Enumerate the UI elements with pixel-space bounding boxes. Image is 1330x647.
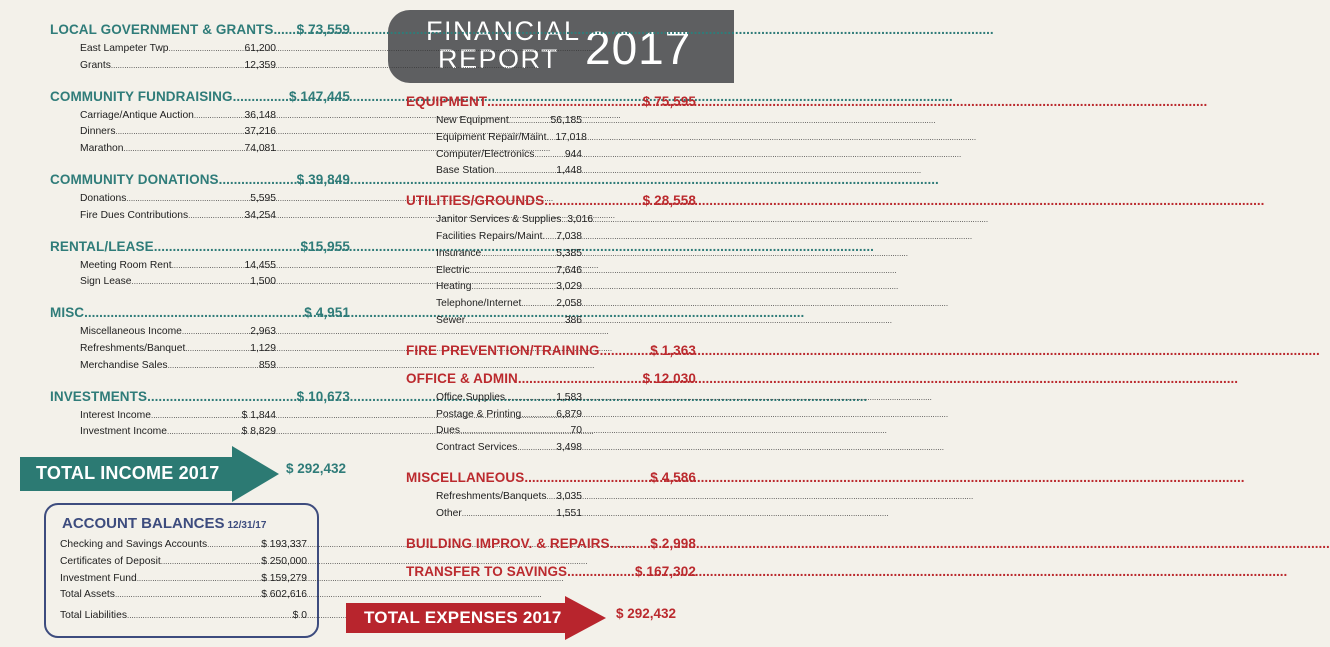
dot-leader (111, 58, 245, 75)
account-balances-box (44, 503, 319, 638)
section-items (50, 191, 276, 225)
line-item-amount: 14,455 (244, 259, 276, 271)
section-header (50, 172, 350, 187)
account-row-label: Total Liabilities (60, 610, 127, 622)
dot-leader (494, 163, 556, 180)
line-item (436, 489, 582, 506)
line-item-label: Heating (436, 281, 472, 293)
section-header-amount: $ 12.030 (642, 370, 696, 386)
dot-leader (84, 305, 301, 320)
dot-leader (137, 571, 261, 588)
section-items (50, 408, 276, 442)
dot-leader (172, 258, 245, 275)
income-section (50, 89, 350, 158)
line-item (80, 191, 276, 208)
account-row (60, 537, 307, 554)
dot-leader (126, 191, 250, 208)
line-item (80, 274, 276, 291)
section-header-label: OFFICE & ADMIN (406, 370, 518, 386)
line-item (80, 424, 276, 441)
section-header (50, 22, 350, 37)
line-item (80, 41, 276, 58)
line-item-label: Donations (80, 192, 127, 204)
total-income-label: TOTAL INCOME 2017 (36, 463, 220, 483)
line-item (436, 130, 587, 147)
line-item-amount: 7,038 (556, 230, 582, 242)
section-header-label: COMMUNITY DONATIONS (50, 171, 219, 187)
account-balances-date: 12/31/17 (227, 520, 267, 531)
expenses-section (406, 470, 696, 523)
section-header-label: COMMUNITY FUNDRAISING (50, 88, 233, 104)
line-item-amount: $ 1,844 (241, 409, 276, 421)
account-row-amount: $ 250,000 (261, 555, 307, 567)
line-item (436, 246, 582, 263)
dot-leader (546, 489, 556, 506)
line-item-label: Carriage/Antique Auction (80, 109, 194, 121)
report-year: 2017 (585, 22, 692, 74)
line-item (80, 141, 276, 158)
dot-leader (521, 407, 556, 424)
dot-leader (115, 587, 261, 604)
line-item-label: Contract Services (436, 442, 518, 454)
section-header-amount: $ 73,559 (296, 22, 350, 37)
line-item-amount: 944 (564, 148, 582, 160)
section-header-amount: $ 147,445 (289, 88, 350, 104)
line-item-label: Investment Income (80, 426, 167, 438)
line-item-label: Electric (436, 264, 470, 276)
line-item-label: Janitor Services & Supplies (436, 214, 562, 226)
line-item (80, 258, 276, 275)
account-row (60, 587, 307, 604)
section-header-label: INVESTMENTS (50, 388, 148, 404)
line-item-label: Meeting Room Rent (80, 259, 172, 271)
line-item (436, 147, 582, 164)
line-item (436, 390, 582, 407)
dot-leader (460, 423, 570, 440)
section-header-amount: $ 4,586 (650, 469, 696, 485)
section-header-amount: $ 4,951 (304, 305, 350, 321)
line-item-amount: 3,016 (567, 214, 594, 226)
line-item-label: Sewer (436, 314, 466, 326)
expenses-section (406, 94, 696, 180)
dot-leader (610, 536, 648, 551)
line-item-amount: 56,185 (550, 115, 582, 126)
line-item-label: Merchandise Sales (80, 359, 168, 371)
total-expenses-arrow (346, 596, 606, 640)
line-item (80, 58, 276, 75)
line-item-label: Miscellaneous Income (80, 326, 182, 338)
line-item-amount: 1,129 (250, 342, 276, 354)
line-item (436, 423, 582, 440)
dot-leader (207, 537, 261, 554)
account-balances-rows (60, 537, 307, 625)
section-header-label: RENTAL/LEASE (50, 238, 154, 254)
account-row-label: Total Assets (60, 589, 115, 601)
line-item-label: Computer/Electronics (436, 148, 535, 160)
section-header-label: TRANSFER TO SAVINGS (406, 563, 568, 579)
account-row-amount: $ 193,337 (261, 539, 307, 550)
line-item-amount: 1,500 (250, 276, 276, 288)
section-header (50, 239, 350, 254)
line-item-label: Telephone/Internet (436, 298, 522, 310)
line-item-label: New Equipment (436, 115, 509, 126)
line-item (436, 212, 594, 229)
dot-leader (124, 141, 245, 158)
account-row-amount: $ 159,279 (261, 572, 307, 584)
line-item (436, 229, 582, 246)
line-item-label: Equipment Repair/Maint. (436, 131, 550, 143)
line-item (436, 440, 582, 457)
line-item-amount: 1,551 (556, 507, 582, 519)
line-item-label: Refreshments/Banquet (80, 342, 186, 354)
title-line-2: REPORT (438, 44, 560, 74)
line-item-amount: 1,583 (556, 391, 582, 403)
section-items (50, 108, 276, 158)
section-header-label: FIRE PREVENTION/TRAINING (406, 342, 600, 358)
line-item-amount: 5,385 (556, 247, 582, 259)
dot-leader (534, 147, 564, 164)
line-item (436, 113, 582, 130)
account-row-label: Investment Fund (60, 572, 137, 584)
line-item-amount: 37,216 (244, 126, 276, 138)
line-item (436, 506, 582, 523)
line-item-amount: 6,879 (556, 408, 582, 420)
income-section (50, 389, 350, 442)
section-items (50, 324, 276, 374)
section-header-amount: $ 39,849 (296, 171, 350, 187)
total-expenses-amount: $ 292,432 (616, 606, 677, 621)
section-header-label: EQUIPMENT (406, 94, 488, 109)
line-item (80, 124, 276, 141)
dot-leader (167, 424, 242, 441)
dot-leader (567, 564, 632, 579)
line-item-amount: $ 8,829 (241, 426, 276, 438)
dot-leader (219, 172, 294, 187)
expense-column (406, 94, 696, 579)
dot-leader (600, 343, 648, 358)
line-item-label: Dues (436, 425, 461, 437)
line-item-amount: 74,081 (244, 143, 276, 155)
line-item (436, 313, 582, 330)
line-item-amount: 386 (564, 314, 582, 326)
dot-leader (188, 208, 244, 225)
section-header-label: LOCAL GOVERNMENT & GRANTS (50, 22, 274, 37)
line-item-label: Base Station (436, 165, 495, 177)
income-section (50, 172, 350, 225)
line-item-amount: 3,029 (556, 281, 582, 293)
title-line-1: FINANCIAL (426, 16, 581, 46)
line-item-label: Sign Lease (80, 276, 132, 288)
section-header-label: UTILITIES/GROUNDS (406, 193, 545, 209)
expenses-section (406, 343, 696, 358)
line-item-label: Grants (80, 59, 111, 71)
line-item (436, 279, 582, 296)
line-item-label: Postage & Printing (436, 408, 522, 420)
dot-leader (509, 113, 551, 130)
line-item-label: Other (436, 507, 462, 519)
dot-leader (524, 470, 647, 485)
dot-leader (481, 246, 556, 263)
expenses-section (406, 564, 696, 579)
dot-leader (487, 94, 639, 109)
section-items (50, 41, 276, 75)
line-item-amount: 2,963 (250, 326, 276, 338)
line-item-amount: 17,018 (555, 131, 587, 143)
dot-leader (518, 371, 640, 386)
dot-leader (182, 324, 250, 341)
section-items (406, 212, 594, 330)
line-item-amount: 34,254 (244, 209, 276, 221)
account-row-label: Checking and Savings Accounts (60, 539, 208, 550)
line-item-label: Refreshments/Banquets (436, 490, 547, 502)
total-income-amount: $ 292,432 (286, 461, 347, 476)
line-item-amount: 1,448 (556, 165, 582, 177)
line-item-amount: 3,498 (556, 442, 582, 454)
dot-leader (472, 279, 557, 296)
income-column (50, 22, 350, 441)
line-item (80, 108, 276, 125)
section-header-amount: $ 75,595 (642, 94, 696, 109)
line-item-label: Dinners (80, 126, 116, 138)
line-item (80, 341, 276, 358)
section-header-amount: $15,955 (300, 238, 350, 254)
account-balances-heading: ACCOUNT BALANCES (62, 515, 225, 532)
section-header-label: MISC (50, 305, 85, 321)
section-items (406, 489, 582, 523)
dot-leader (544, 193, 639, 208)
line-item-amount: 3,035 (556, 490, 582, 502)
income-section (50, 305, 350, 374)
line-item (436, 296, 582, 313)
account-row-label: Certificates of Deposit (60, 555, 161, 567)
line-item-label: Marathon (80, 143, 124, 155)
income-section (50, 239, 350, 292)
dot-leader (517, 440, 556, 457)
line-item-label: Office Supplies (436, 391, 506, 403)
expenses-section (406, 371, 696, 457)
total-income-arrow (20, 446, 279, 502)
section-header-amount: $ 28,558 (642, 193, 696, 209)
section-header (406, 94, 696, 109)
dot-leader (505, 390, 556, 407)
section-header (50, 389, 350, 404)
section-header (50, 305, 350, 320)
dot-leader (545, 229, 556, 246)
line-item (436, 407, 582, 424)
line-item (436, 163, 582, 180)
dot-leader (127, 608, 293, 625)
line-item-label: East Lampeter Twp (80, 43, 169, 54)
expenses-section (406, 536, 696, 551)
dot-leader (465, 313, 565, 330)
expenses-section (406, 193, 696, 330)
dot-leader (470, 263, 556, 280)
line-item-label: Insurance (436, 247, 482, 259)
section-items (406, 390, 582, 457)
income-section (50, 22, 350, 75)
dot-leader (462, 506, 556, 523)
dot-leader (115, 124, 244, 141)
dot-leader (185, 341, 250, 358)
line-item (80, 358, 276, 375)
section-header (406, 470, 696, 485)
line-item-amount: 5,595 (250, 192, 276, 204)
dot-leader (161, 554, 261, 571)
line-item-amount: 70 (570, 425, 582, 437)
account-row (60, 608, 307, 625)
line-item-amount: 859 (258, 359, 276, 371)
section-header (50, 89, 350, 104)
section-header-label: BUILDING IMPROV. & REPAIRS (406, 535, 610, 551)
section-header (406, 343, 696, 358)
line-item-amount: 7,646 (556, 264, 582, 276)
line-item (436, 263, 582, 280)
line-item-amount: 12,359 (244, 59, 276, 71)
line-item-label: Interest Income (80, 409, 151, 421)
dot-leader (132, 274, 251, 291)
section-header-amount: $ 1,363 (650, 342, 696, 358)
line-item (80, 408, 276, 425)
dot-leader (521, 296, 556, 313)
line-item-label: Fire Dues Contributions (80, 209, 189, 221)
dot-leader (147, 389, 294, 404)
section-header (406, 564, 696, 579)
section-header-amount: $ 2,998 (650, 535, 696, 551)
section-items (50, 258, 276, 292)
dot-leader (154, 239, 298, 254)
line-item (80, 324, 276, 341)
account-row-amount: $ 0 (292, 610, 307, 622)
dot-leader (274, 22, 294, 37)
line-item (80, 208, 276, 225)
dot-leader (169, 41, 245, 58)
account-row (60, 554, 307, 571)
total-expenses-label: TOTAL EXPENSES 2017 (364, 608, 562, 627)
line-item-amount: 61,200 (244, 43, 276, 54)
account-row-amount: $ 602,616 (261, 589, 307, 601)
dot-leader (168, 358, 259, 375)
section-items (406, 113, 587, 180)
line-item-amount: 2,058 (556, 298, 582, 310)
section-header-amount: $ 167,302 (635, 563, 696, 579)
section-header-amount: $ 10,673 (296, 388, 350, 404)
line-item-label: Facilities Repairs/Maint. (436, 230, 546, 242)
section-header-label: MISCELLANEOUS (406, 469, 525, 485)
dot-leader (194, 108, 245, 125)
dot-leader (233, 89, 286, 104)
section-header (406, 536, 696, 551)
line-item-amount: 36,148 (244, 109, 276, 121)
dot-leader (151, 408, 242, 425)
account-row (60, 571, 307, 588)
section-header (406, 193, 696, 208)
account-balances-title (62, 515, 266, 532)
section-header (406, 371, 696, 386)
